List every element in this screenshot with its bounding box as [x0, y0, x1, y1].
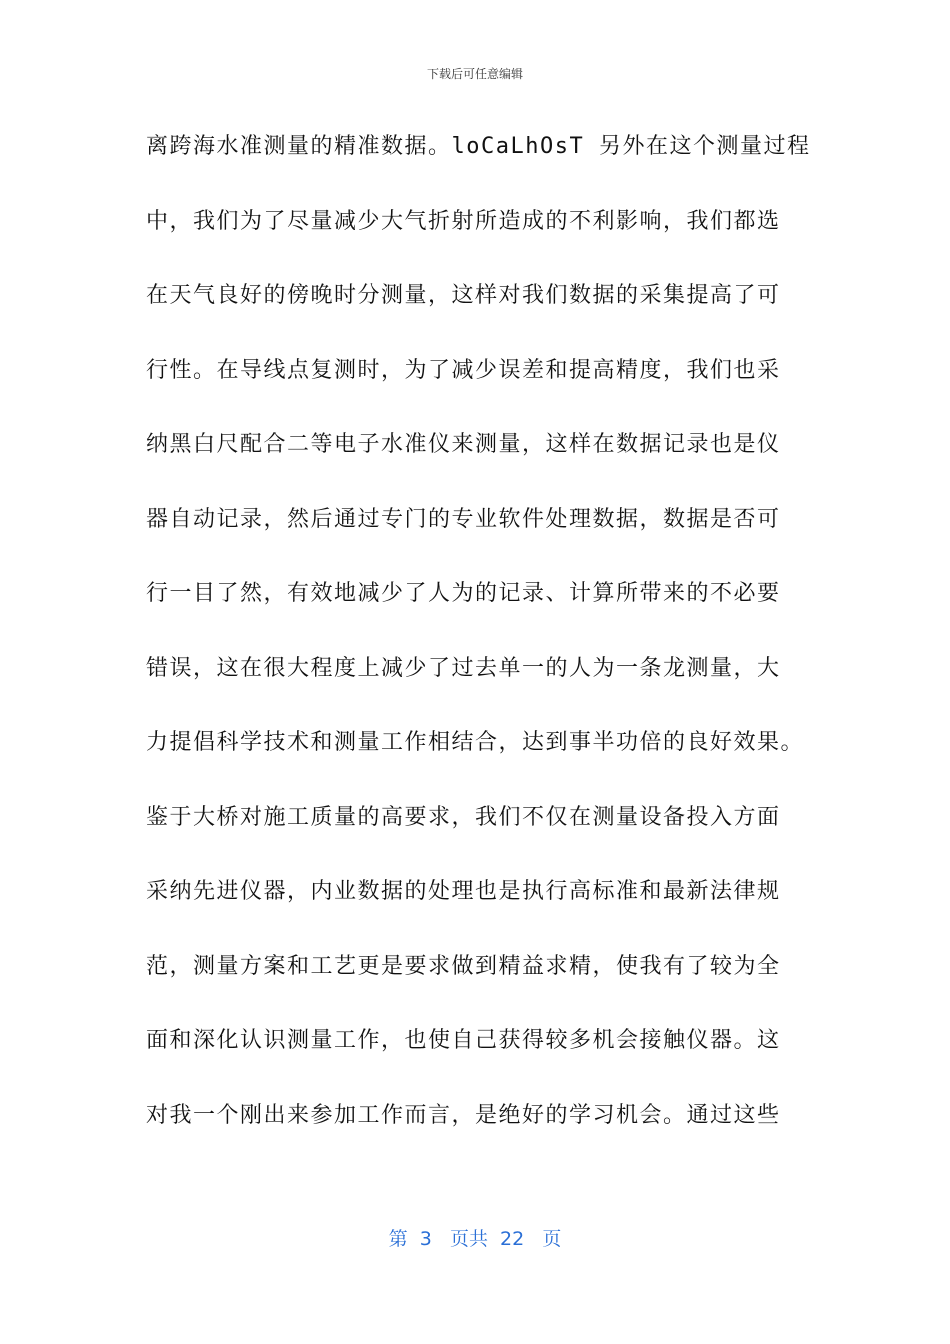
page-current: 3 — [419, 1228, 432, 1250]
header-note: 下载后可任意编辑 — [426, 67, 523, 81]
body-line: 器自动记录，然后通过专门的专业软件处理数据，数据是否可 — [146, 506, 781, 532]
body-line: 行一目了然，有效地减少了人为的记录、计算所带来的不必要 — [146, 581, 781, 606]
body-line: 在天气良好的傍晚时分测量，这样对我们数据的采集提高了可 — [146, 283, 781, 308]
page-middle: 页共 — [449, 1228, 488, 1250]
body-line: 对我一个刚出来参加工作而言，是绝好的学习机会。通过这些 — [146, 1102, 781, 1128]
body-line: 离跨海水准测量的精准数据。loCaLhOsT 另外在这个测量过程 — [146, 134, 811, 159]
page-prefix: 第 — [388, 1228, 408, 1250]
body-line: 纳黑白尺配合二等电子水准仪来测量，这样在数据记录也是仪 — [146, 432, 781, 457]
page-total: 22 — [500, 1228, 525, 1250]
body-line: 错误，这在很大程度上减少了过去单一的人为一条龙测量，大 — [146, 655, 781, 681]
page-footer — [0, 1226, 950, 1252]
body-line: 行性。在导线点复测时，为了减少误差和提高精度，我们也采 — [146, 357, 781, 383]
page-suffix: 页 — [542, 1228, 562, 1250]
body-text — [146, 127, 811, 1170]
body-line: 力提倡科学技术和测量工作相结合，达到事半功倍的良好效果。 — [146, 730, 805, 755]
body-line: 鉴于大桥对施工质量的高要求，我们不仅在测量设备投入方面 — [146, 804, 781, 830]
body-line: 采纳先进仪器，内业数据的处理也是执行高标准和最新法律规 — [146, 879, 781, 904]
body-line: 面和深化认识测量工作，也使自己获得较多机会接触仪器。这 — [146, 1028, 781, 1053]
body-line: 中，我们为了尽量减少大气折射所造成的不利影响，我们都选 — [146, 208, 781, 234]
body-line: 范，测量方案和工艺更是要求做到精益求精，使我有了较为全 — [146, 953, 781, 979]
